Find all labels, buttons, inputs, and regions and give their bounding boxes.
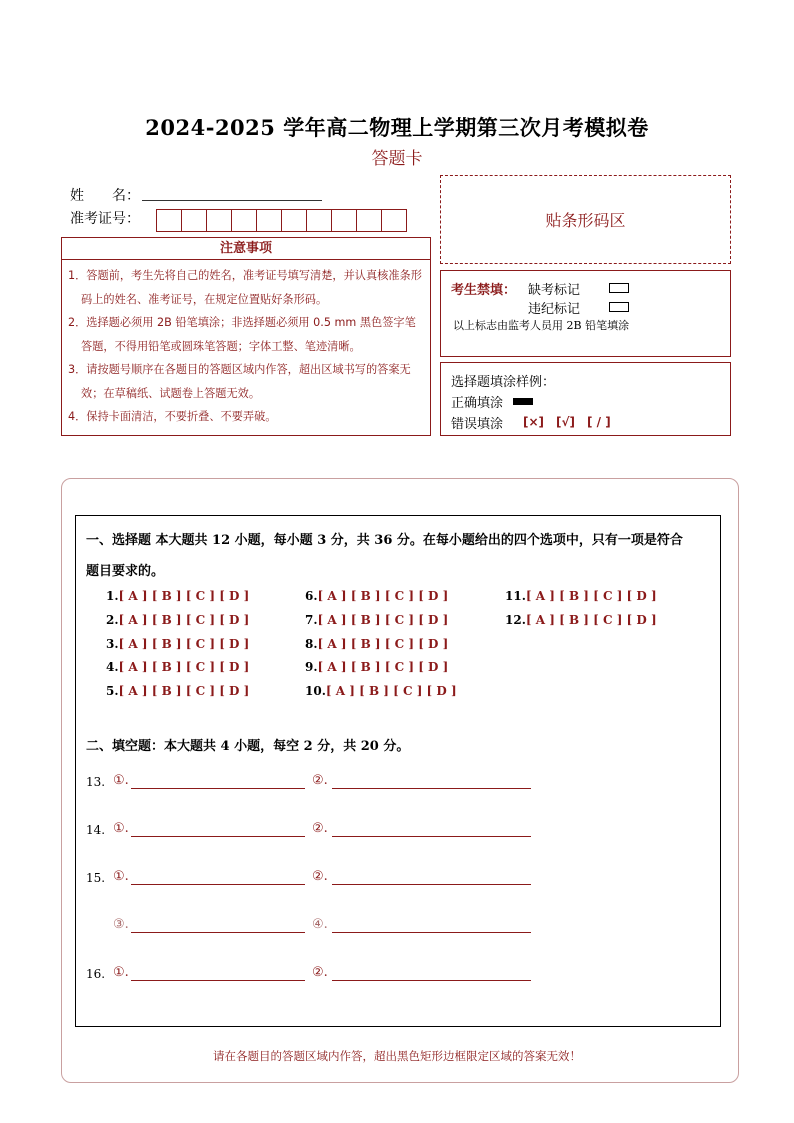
id-digit-box[interactable] bbox=[281, 209, 307, 232]
violation-label: 违纪标记 bbox=[528, 302, 581, 317]
blank-label: ②. bbox=[312, 821, 328, 836]
id-digit-box[interactable] bbox=[156, 209, 182, 232]
mc-question-9[interactable]: 9.[ A ] [ B ] [ C ] [ D ] bbox=[305, 660, 449, 674]
correct-fill-label: 正确填涂 bbox=[451, 396, 504, 411]
mc-question-3[interactable]: 3.[ A ] [ B ] [ C ] [ D ] bbox=[106, 637, 250, 651]
mc-question-1[interactable]: 1.[ A ] [ B ] [ C ] [ D ] bbox=[106, 589, 250, 603]
mc-question-8[interactable]: 8.[ A ] [ B ] [ C ] [ D ] bbox=[305, 637, 449, 651]
answer-blank[interactable] bbox=[332, 836, 531, 837]
fill-sample-label: 选择题填涂样例： bbox=[451, 375, 556, 390]
absent-label: 缺考标记 bbox=[528, 283, 581, 298]
section1-heading: 一、选择题 本大题共 12 小题，每小题 3 分，共 36 分。在每小题给出的四个选项中，只有一项是符合 bbox=[86, 533, 683, 548]
id-digit-box[interactable] bbox=[381, 209, 407, 232]
mc-question-5[interactable]: 5.[ A ] [ B ] [ C ] [ D ] bbox=[106, 684, 250, 698]
barcode-area: 贴条形码区 bbox=[440, 175, 731, 264]
correct-fill-sample bbox=[513, 398, 533, 405]
blank-label: ①. bbox=[113, 965, 129, 980]
blank-label: ①. bbox=[113, 821, 129, 836]
id-digit-box[interactable] bbox=[331, 209, 357, 232]
answer-blank[interactable] bbox=[131, 884, 305, 885]
answer-blank[interactable] bbox=[332, 980, 531, 981]
fill-question-number: 16. bbox=[86, 967, 106, 981]
name-field[interactable] bbox=[142, 200, 322, 201]
mc-question-10[interactable]: 10.[ A ] [ B ] [ C ] [ D ] bbox=[305, 684, 457, 698]
id-digit-box[interactable] bbox=[231, 209, 257, 232]
answer-blank[interactable] bbox=[332, 788, 531, 789]
id-digit-box[interactable] bbox=[356, 209, 382, 232]
notice-item: 3．请按题号顺序在各题目的答题区域内作答，超出区域书写的答案无效；在草稿纸、试题卷上答题无效。 bbox=[68, 363, 411, 400]
mc-question-4[interactable]: 4.[ A ] [ B ] [ C ] [ D ] bbox=[106, 660, 250, 674]
answer-blank[interactable] bbox=[332, 884, 531, 885]
blank-label: ②. bbox=[312, 869, 328, 884]
mc-question-7[interactable]: 7.[ A ] [ B ] [ C ] [ D ] bbox=[305, 613, 449, 627]
notice-item: 1．答题前，考生先将自己的姓名，准考证号填写清楚，并认真核准条形码上的姓名、准考证号，在规定位置贴好条形码。 bbox=[68, 269, 422, 306]
page-title: 2024-2025 学年高二物理上学期第三次月考模拟卷 bbox=[145, 115, 649, 140]
notice-item: 2．选择题必须用 2B 铅笔填涂；非选择题必须用 0.5 mm 黑色签字笔答题，不得用铅笔或圆珠笔答题；字体工整、笔迹清晰。 bbox=[68, 316, 416, 353]
exam-status-note: 以上标志由监考人员用 2B 铅笔填涂 bbox=[453, 319, 630, 332]
violation-mark[interactable] bbox=[609, 302, 629, 312]
exam-id-label: 准考证号： bbox=[70, 211, 140, 227]
answer-blank[interactable] bbox=[131, 788, 305, 789]
page-subtitle: 答题卡 bbox=[371, 149, 423, 169]
notice-box bbox=[61, 260, 431, 436]
fill-question-number: 13. bbox=[86, 775, 106, 789]
exam-status-box bbox=[440, 270, 731, 357]
exam-status-label: 考生禁填： bbox=[451, 283, 517, 298]
blank-label: ②. bbox=[312, 965, 328, 980]
answer-blank[interactable] bbox=[131, 980, 305, 981]
mc-question-2[interactable]: 2.[ A ] [ B ] [ C ] [ D ] bbox=[106, 613, 250, 627]
blank-label: ③. bbox=[113, 917, 129, 932]
wrong-fill-label: 错误填涂 bbox=[451, 417, 504, 432]
blank-label: ①. bbox=[113, 869, 129, 884]
id-digit-box[interactable] bbox=[206, 209, 232, 232]
section1-heading-cont: 题目要求的。 bbox=[86, 564, 165, 579]
answer-blank[interactable] bbox=[332, 932, 531, 933]
mc-question-6[interactable]: 6.[ A ] [ B ] [ C ] [ D ] bbox=[305, 589, 449, 603]
fill-question-number: 14. bbox=[86, 823, 106, 837]
absent-mark[interactable] bbox=[609, 283, 629, 293]
answer-blank[interactable] bbox=[131, 932, 305, 933]
section2-heading: 二、填空题：本大题共 4 小题，每空 2 分，共 20 分。 bbox=[86, 739, 410, 754]
footer-warning: 请在各题目的答题区域内作答，超出黑色矩形边框限定区域的答案无效！ bbox=[213, 1049, 581, 1063]
id-digit-box[interactable] bbox=[256, 209, 282, 232]
answer-blank[interactable] bbox=[131, 836, 305, 837]
blank-label: ②. bbox=[312, 773, 328, 788]
fill-sample-box bbox=[440, 362, 731, 436]
fill-question-number: 15. bbox=[86, 871, 106, 885]
blank-label: ④. bbox=[312, 917, 328, 932]
notice-title: 注意事项 bbox=[61, 237, 431, 260]
notice-item: 4．保持卡面清洁，不要折叠、不要弄破。 bbox=[68, 410, 277, 423]
id-digit-box[interactable] bbox=[181, 209, 207, 232]
mc-question-12[interactable]: 12.[ A ] [ B ] [ C ] [ D ] bbox=[505, 613, 657, 627]
wrong-fill-samples: [×] [√] [ / ] bbox=[523, 415, 611, 429]
exam-id-boxes[interactable] bbox=[156, 209, 406, 232]
mc-question-11[interactable]: 11.[ A ] [ B ] [ C ] [ D ] bbox=[505, 589, 657, 603]
id-digit-box[interactable] bbox=[306, 209, 332, 232]
name-label: 姓 名： bbox=[70, 188, 140, 204]
blank-label: ①. bbox=[113, 773, 129, 788]
